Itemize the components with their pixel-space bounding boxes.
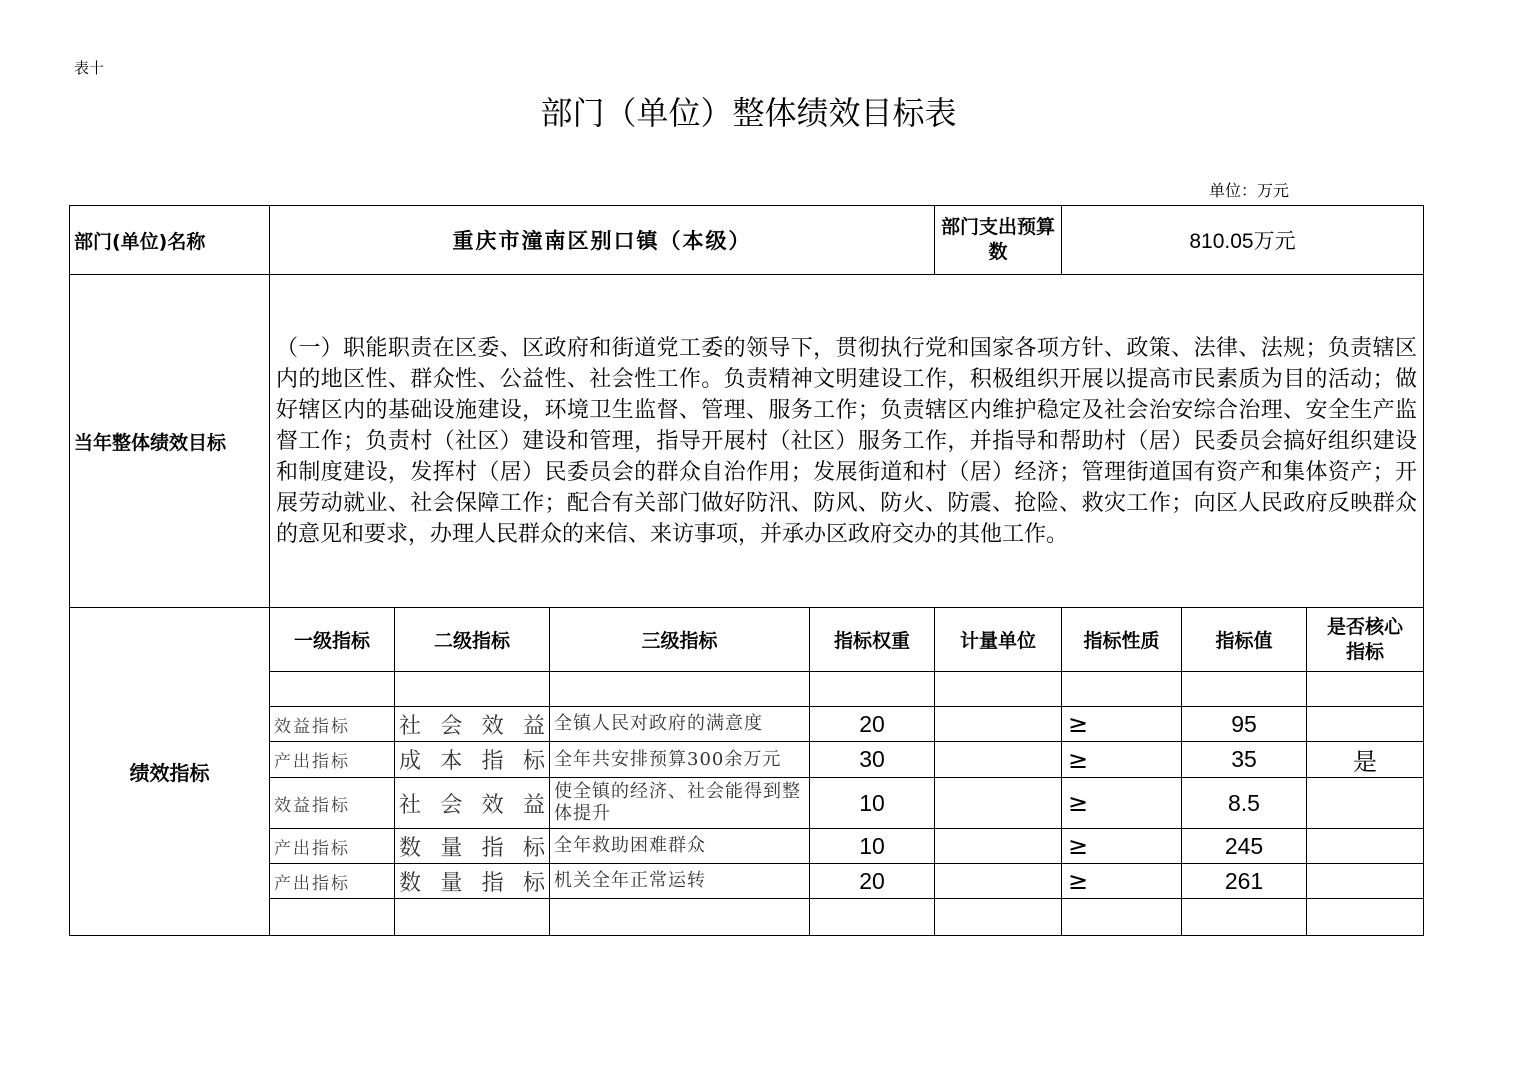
empty-cell [1182, 672, 1307, 707]
value-cell: 245 [1182, 829, 1307, 864]
dept-name-label: 部门(单位)名称 [70, 206, 270, 275]
empty-cell [270, 672, 395, 707]
value-cell: 35 [1182, 742, 1307, 778]
col-level1: 一级指标 [270, 608, 395, 672]
dept-info-row [70, 206, 1424, 275]
level1-cell: 产出指标 [270, 864, 395, 899]
nature-cell: ≥ [1062, 829, 1182, 864]
col-value: 指标值 [1182, 608, 1307, 672]
table-row [70, 707, 1424, 742]
empty-cell [550, 672, 810, 707]
empty-cell [1182, 899, 1307, 936]
unit-cell [935, 864, 1062, 899]
empty-cell [1307, 899, 1424, 936]
empty-cell [935, 899, 1062, 936]
table-number-label: 表十 [74, 59, 105, 77]
weight-cell: 10 [810, 778, 935, 829]
col-weight: 指标权重 [810, 608, 935, 672]
weight-cell: 30 [810, 742, 935, 778]
empty-cell [810, 899, 935, 936]
nature-cell: ≥ [1062, 707, 1182, 742]
nature-cell: ≥ [1062, 742, 1182, 778]
unit-cell [935, 778, 1062, 829]
col-unit: 计量单位 [935, 608, 1062, 672]
empty-row [70, 899, 1424, 936]
level1-cell: 产出指标 [270, 742, 395, 778]
empty-cell [1307, 672, 1424, 707]
value-cell: 261 [1182, 864, 1307, 899]
goal-row [70, 275, 1424, 608]
empty-cell [550, 899, 810, 936]
core-cell [1307, 778, 1424, 829]
level1-cell: 效益指标 [270, 707, 395, 742]
level2-cell: 数量指标 [395, 829, 550, 864]
empty-cell [395, 672, 550, 707]
unit-label: 单位：万元 [1209, 181, 1290, 200]
nature-cell: ≥ [1062, 864, 1182, 899]
core-cell [1307, 829, 1424, 864]
unit-cell [935, 707, 1062, 742]
page-title: 部门（单位）整体绩效目标表 [540, 94, 957, 132]
table-row [70, 864, 1424, 899]
value-cell: 95 [1182, 707, 1307, 742]
unit-cell [935, 742, 1062, 778]
col-nature: 指标性质 [1062, 608, 1182, 672]
empty-cell [810, 672, 935, 707]
indicators-label: 绩效指标 [70, 608, 270, 936]
nature-cell: ≥ [1062, 778, 1182, 829]
empty-cell [395, 899, 550, 936]
level1-cell: 产出指标 [270, 829, 395, 864]
col-level2: 二级指标 [395, 608, 550, 672]
empty-cell [270, 899, 395, 936]
col-level3: 三级指标 [550, 608, 810, 672]
col-core: 是否核心指标 [1307, 608, 1424, 672]
empty-cell [935, 672, 1062, 707]
goal-text: （一）职能职责在区委、区政府和街道党工委的领导下，贯彻执行党和国家各项方针、政策、法律、法规；负责辖区内的地区性、群众性、公益性、社会性工作。负责精神文明建设工作，积极组织开展以提高市民素质为目的活动；做好辖区内的基础设施建设，环境卫生监督、管理、服务工作；负责辖区内维护稳定及社会治安综合治理、安全生产监督工作；负责村（社区）建设和管理，指导开展村（社区）服务工作，并指导和帮助村（居）民委员会搞好组织建设和制度建设，发挥村（居）民委员会的群众自治作用；发展街道和村（居）经济；管理街道国有资产和集体资产；开展劳动就业、社会保障工作；配合有关部门做好防汛、防风、防火、防震、抢险、救灾工作；向区人民政府反映群众的意见和要求，办理人民群众的来信、来访事项，并承办区政府交办的其他工作。 [270, 275, 1424, 608]
value-cell: 8.5 [1182, 778, 1307, 829]
level3-cell: 全年共安排预算300余万元 [550, 742, 810, 778]
empty-cell [1062, 899, 1182, 936]
core-cell [1307, 707, 1424, 742]
level3-cell: 全镇人民对政府的满意度 [550, 707, 810, 742]
budget-value: 810.05万元 [1062, 206, 1424, 275]
level2-cell: 数量指标 [395, 864, 550, 899]
table-row [70, 742, 1424, 778]
table-row [70, 778, 1424, 829]
core-cell [1307, 864, 1424, 899]
weight-cell: 20 [810, 707, 935, 742]
level3-cell: 全年救助困难群众 [550, 829, 810, 864]
performance-table [69, 205, 1424, 936]
core-cell: 是 [1307, 742, 1424, 778]
goal-label: 当年整体绩效目标 [70, 275, 270, 608]
weight-cell: 10 [810, 829, 935, 864]
weight-cell: 20 [810, 864, 935, 899]
dept-name-value: 重庆市潼南区别口镇（本级） [270, 206, 935, 275]
level3-cell: 使全镇的经济、社会能得到整体提升 [550, 778, 810, 829]
empty-row [70, 672, 1424, 707]
level1-cell: 效益指标 [270, 778, 395, 829]
level2-cell: 社会效益 [395, 707, 550, 742]
unit-cell [935, 829, 1062, 864]
empty-cell [1062, 672, 1182, 707]
table-row [70, 829, 1424, 864]
level3-cell: 机关全年正常运转 [550, 864, 810, 899]
budget-label: 部门支出预算数 [935, 206, 1062, 275]
level2-cell: 社会效益 [395, 778, 550, 829]
level2-cell: 成本指标 [395, 742, 550, 778]
indicator-header-row [70, 608, 1424, 672]
